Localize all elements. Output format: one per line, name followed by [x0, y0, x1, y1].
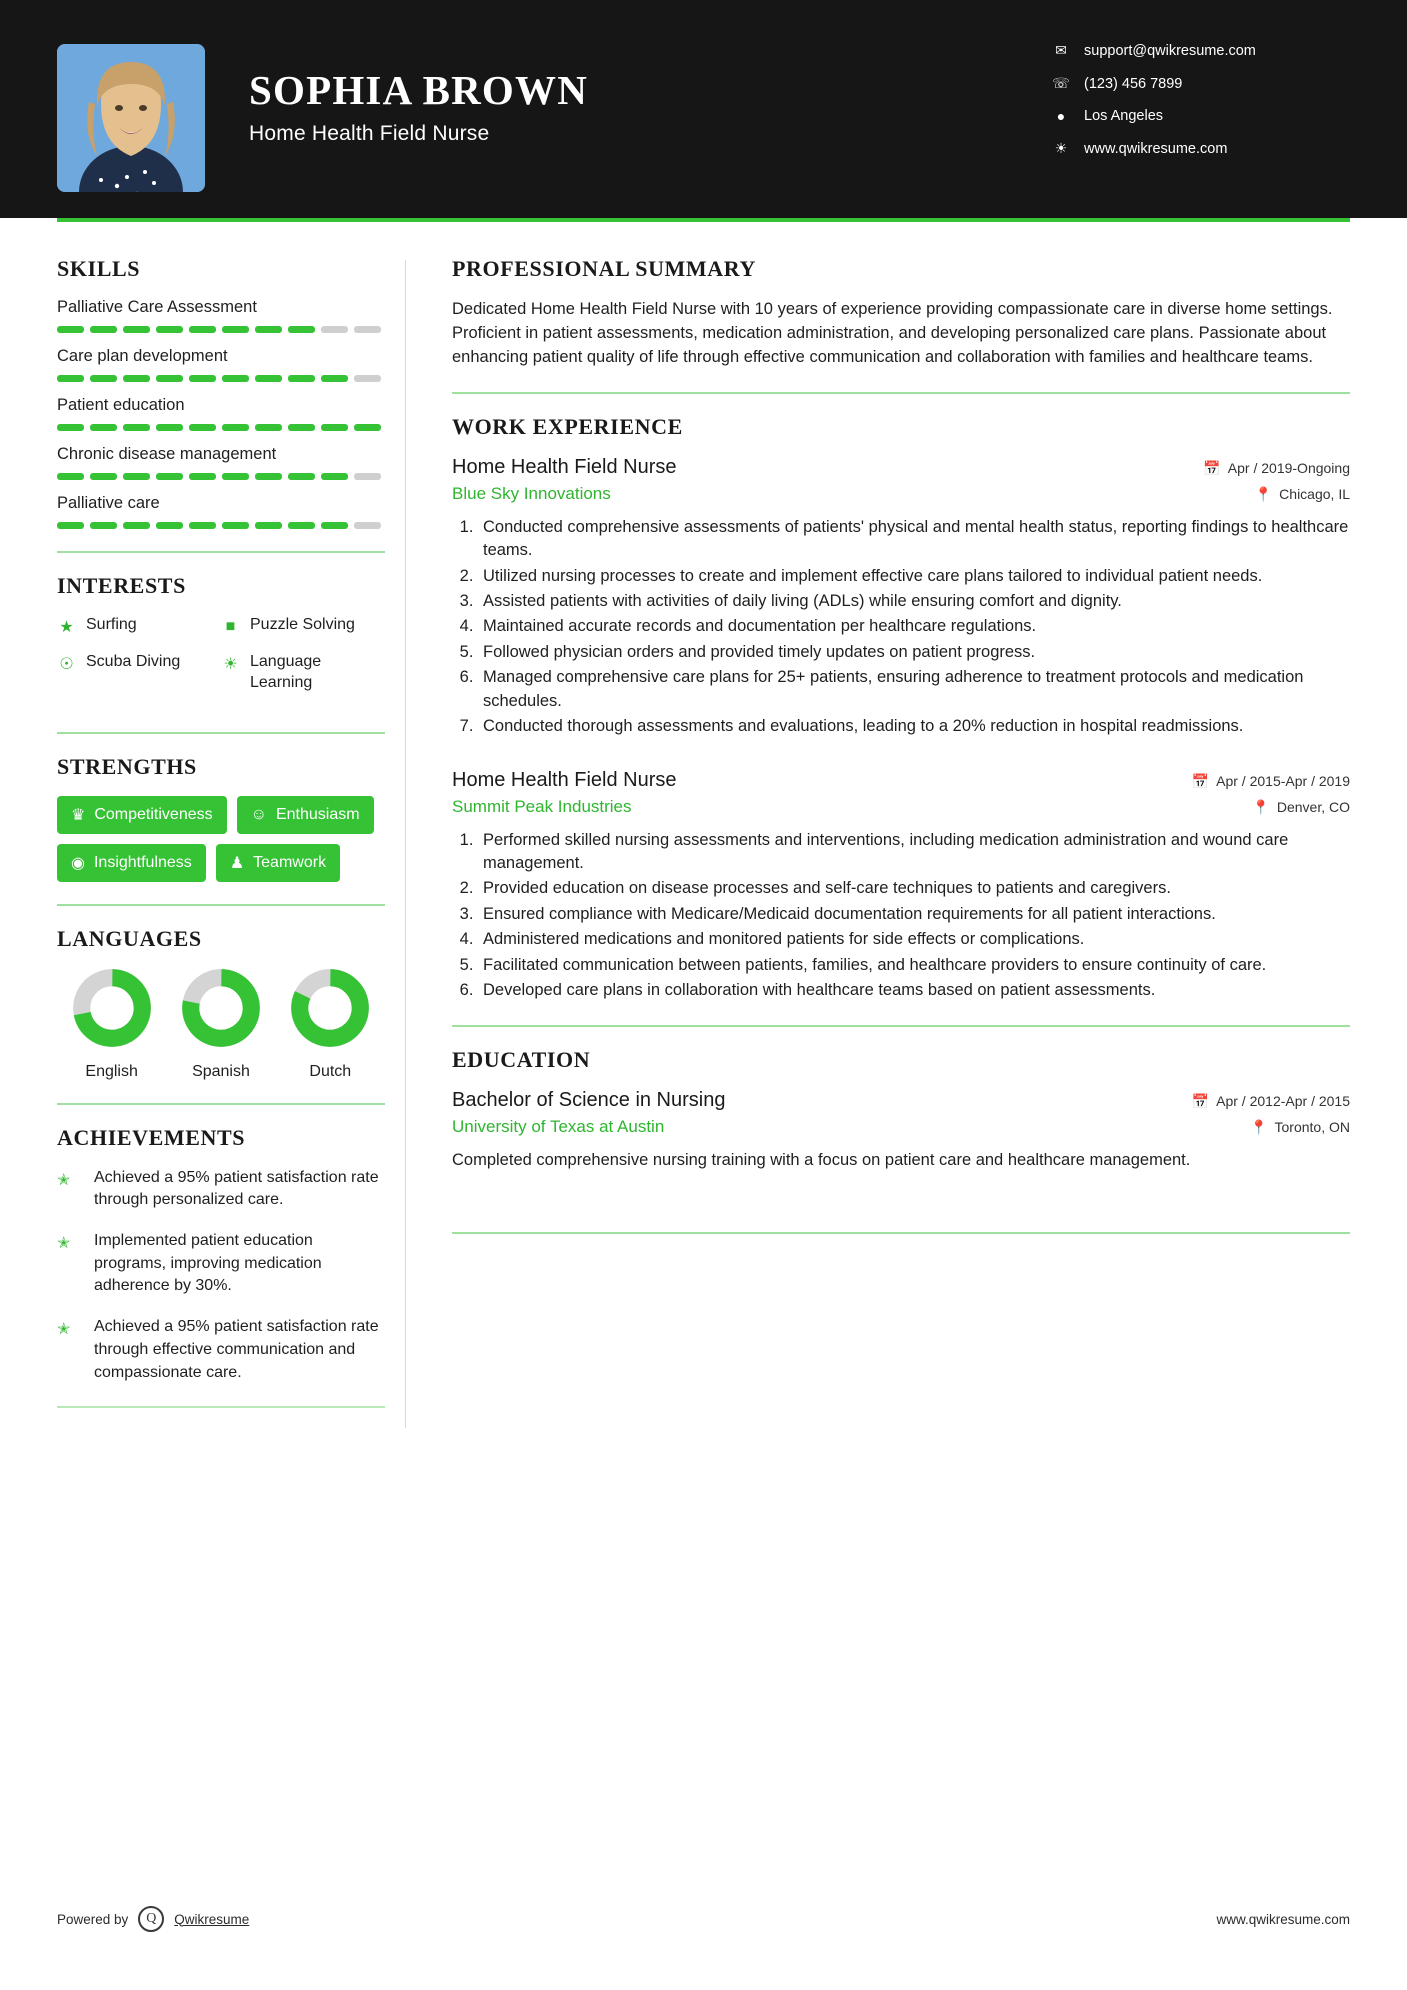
education-description: Completed comprehensive nursing training with a focus on patient care and healthcare management. [452, 1150, 1191, 1169]
people-icon: ♟ [229, 854, 245, 872]
strength-label: Competitiveness [94, 805, 213, 823]
skill-rating [57, 473, 385, 480]
divider [57, 551, 385, 553]
skill-item [57, 396, 385, 431]
page-footer [57, 1906, 1350, 1932]
skill-label: Chronic disease management [57, 445, 277, 463]
contact-list [1050, 42, 1350, 173]
job-bullet: 1. Performed skilled nursing assessments and interventions, including medication administration and wound care management. [478, 829, 1350, 876]
interest-label: Surfing [86, 616, 137, 633]
languages-heading: LANGUAGES [57, 925, 202, 951]
envelope-icon: ✉ [1055, 42, 1067, 58]
job-bullet: 6. Developed care plans in collaboration with healthcare teams based on patient assessments. [478, 979, 1350, 1002]
job-bullet: 6. Managed comprehensive care plans for 25+ patients, ensuring adherence to treatment protocols and medication schedules. [478, 666, 1350, 713]
calendar-icon: 📅 [1191, 1092, 1210, 1109]
calendar-icon: 📅 [1203, 459, 1221, 476]
experience-heading: WORK EXPERIENCE [452, 413, 683, 439]
skill-rating [57, 424, 385, 431]
divider [57, 904, 385, 906]
skill-item [57, 445, 385, 480]
divider [57, 732, 385, 734]
job-role: Home Health Field Nurse [452, 455, 677, 478]
contact-website-text: www.qwikresume.com [1084, 140, 1228, 157]
skill-rating [57, 375, 385, 382]
language-donut-dutch [290, 968, 370, 1048]
skill-item [57, 347, 385, 382]
sidebar [57, 222, 405, 1428]
contact-email-text: support@qwikresume.com [1084, 42, 1256, 59]
scuba-icon: ☉ [59, 655, 74, 673]
job-location-text: Chicago, IL [1279, 486, 1350, 503]
badge-star-icon: ✭ [57, 1235, 71, 1253]
job-bullet: 2. Provided education on disease processes and self-care techniques to patients and caregivers. [478, 877, 1350, 900]
avatar [57, 44, 205, 192]
trophy-icon: ♛ [71, 806, 86, 824]
strength-chip [57, 844, 206, 882]
location-pin-icon: 📍 [1250, 1118, 1268, 1135]
contact-phone-text: (123) 456 7899 [1084, 75, 1183, 92]
languages-list [57, 968, 385, 1081]
header-job-title: Home Health Field Nurse [249, 122, 490, 146]
job-location-text: Denver, CO [1276, 799, 1350, 816]
job-dates [1192, 773, 1350, 790]
achievement-text: Implemented patient education programs, improving medication adherence by 30%. [94, 1232, 322, 1295]
interest-item [57, 615, 221, 636]
smiley-icon: ☺ [250, 805, 267, 823]
contact-email[interactable] [1050, 42, 1350, 59]
job-location [1252, 799, 1350, 816]
interest-label: Scuba Diving [86, 653, 181, 670]
school-name: University of Texas at Austin [452, 1116, 665, 1136]
divider [57, 1103, 385, 1105]
job-bullet: 2. Utilized nursing processes to create and implement effective care plans tailored to individual patient needs. [478, 565, 1350, 588]
job-company: Summit Peak Industries [452, 796, 632, 816]
job-bullets [478, 516, 1350, 739]
badge-star-icon: ✭ [57, 1171, 71, 1189]
education-heading: EDUCATION [452, 1046, 591, 1072]
contact-phone[interactable] [1050, 75, 1350, 92]
location-pin-icon: 📍 [1252, 798, 1270, 815]
avatar-illustration [57, 44, 205, 192]
job-company: Blue Sky Innovations [452, 483, 611, 503]
brand-link[interactable]: Qwikresume [174, 1911, 250, 1927]
strength-chip [216, 844, 340, 882]
achievement-item [57, 1230, 385, 1298]
star-icon: ★ [59, 618, 74, 636]
interest-label: Puzzle Solving [250, 616, 355, 633]
language-item [181, 968, 261, 1081]
interest-item [57, 652, 221, 694]
strengths-list [57, 796, 385, 882]
strength-label: Teamwork [253, 853, 327, 871]
achievements-list [57, 1167, 385, 1385]
resume-header [0, 0, 1407, 218]
achievements-heading: ACHIEVEMENTS [57, 1124, 246, 1150]
achievement-item [57, 1167, 385, 1212]
achievement-text: Achieved a 95% patient satisfaction rate through personalized care. [94, 1168, 379, 1209]
job-bullet: 3. Ensured compliance with Medicare/Medicaid documentation requirements for all patient interactions. [478, 903, 1350, 926]
strength-chip [57, 796, 227, 834]
interest-label: Language Learning [250, 653, 322, 691]
divider [452, 1232, 1350, 1234]
degree-title: Bachelor of Science in Nursing [452, 1088, 726, 1111]
skills-heading: SKILLS [57, 256, 141, 281]
globe-icon: ☀ [223, 655, 238, 673]
footer-website[interactable]: www.qwikresume.com [1216, 1911, 1350, 1927]
location-pin-icon: 📍 [1254, 485, 1273, 502]
job-bullets [478, 829, 1350, 1003]
interests-list [57, 615, 385, 710]
contact-location-text: Los Angeles [1084, 108, 1164, 124]
interest-item [221, 652, 385, 694]
calendar-icon: 📅 [1191, 772, 1210, 789]
experience-item [452, 769, 1350, 1003]
education-item [452, 1089, 1350, 1173]
skills-list [57, 298, 385, 529]
strength-label: Enthusiasm [275, 805, 360, 823]
summary-heading: PROFESSIONAL SUMMARY [452, 256, 756, 281]
job-bullet: 7. Conducted thorough assessments and evaluations, leading to a 20% reduction in hospital readmissions. [478, 715, 1350, 738]
summary-text: Dedicated Home Health Field Nurse with 10 years of experience providing compassionate care in diverse home settings. Proficient in patient assessments, medication administration, and developing personalized care plans. Passionate about enhancing patient quality of life through effective communication and collaboration with families and healthcare teams. [452, 300, 1333, 366]
strength-label: Insightfulness [93, 853, 192, 871]
powered-by-label: Powered by [57, 1911, 129, 1927]
skill-label: Care plan development [57, 347, 228, 365]
location-pin-icon: ● [1056, 108, 1066, 124]
job-bullet: 5. Facilitated communication between patients, families, and healthcare providers to ensure continuity of care. [478, 954, 1350, 977]
language-label: Dutch [309, 1062, 352, 1080]
language-label: English [85, 1062, 138, 1080]
skill-label: Palliative care [57, 494, 160, 512]
skill-rating [57, 326, 385, 333]
education-location-text: Toronto, ON [1274, 1119, 1350, 1136]
job-dates-text: Apr / 2015-Apr / 2019 [1216, 773, 1350, 790]
skill-item [57, 298, 385, 333]
skill-label: Palliative Care Assessment [57, 298, 257, 316]
job-bullet: 1. Conducted comprehensive assessments of patients' physical and mental health status, reporting findings to healthcare teams. [478, 516, 1350, 563]
strength-chip [237, 796, 374, 834]
education-dates [1192, 1093, 1350, 1110]
job-bullet: 4. Maintained accurate records and documentation per healthcare regulations. [478, 615, 1350, 638]
achievement-item [57, 1316, 385, 1384]
job-location [1255, 486, 1350, 503]
interest-item [221, 615, 385, 636]
language-donut-spanish [181, 968, 261, 1048]
footer-brand[interactable] [57, 1906, 249, 1932]
eye-icon: ◉ [71, 854, 85, 872]
main-content [406, 222, 1350, 1428]
job-dates-text: Apr / 2019-Ongoing [1227, 460, 1350, 477]
job-bullet: 3. Assisted patients with activities of daily living (ADLs) while ensuring comfort and dignity. [478, 590, 1350, 613]
education-dates-text: Apr / 2012-Apr / 2015 [1216, 1093, 1350, 1110]
note-icon: ■ [225, 617, 236, 635]
job-dates [1203, 460, 1350, 477]
badge-star-icon: ✭ [57, 1321, 71, 1339]
language-label: Spanish [192, 1062, 250, 1080]
job-bullet: 4. Administered medications and monitored patients for side effects or complications. [478, 928, 1350, 951]
job-bullet: 5. Followed physician orders and provided timely updates on patient progress. [478, 641, 1350, 664]
contact-location [1050, 108, 1350, 124]
skill-label: Patient education [57, 396, 185, 414]
experience-item [452, 456, 1350, 739]
skill-item [57, 494, 385, 529]
language-item [290, 968, 370, 1081]
page-title: SOPHIA BROWN [249, 67, 589, 113]
globe-icon: ☀ [1054, 140, 1068, 156]
strengths-heading: STRENGTHS [57, 753, 197, 779]
interests-heading: INTERESTS [57, 573, 186, 598]
achievement-text: Achieved a 95% patient satisfaction rate through effective communication and compassionate care. [94, 1318, 379, 1381]
qwikresume-logo-icon: Q [138, 1906, 164, 1932]
contact-website[interactable] [1050, 140, 1350, 157]
job-role: Home Health Field Nurse [452, 768, 677, 791]
divider [57, 1406, 385, 1408]
education-location [1250, 1119, 1350, 1136]
language-item [72, 968, 152, 1081]
phone-icon: ☏ [1052, 75, 1070, 91]
divider [452, 1025, 1350, 1027]
name-block [249, 68, 588, 146]
language-donut-english [72, 968, 152, 1048]
divider [452, 392, 1350, 394]
skill-rating [57, 522, 385, 529]
resume-body [0, 222, 1407, 1428]
